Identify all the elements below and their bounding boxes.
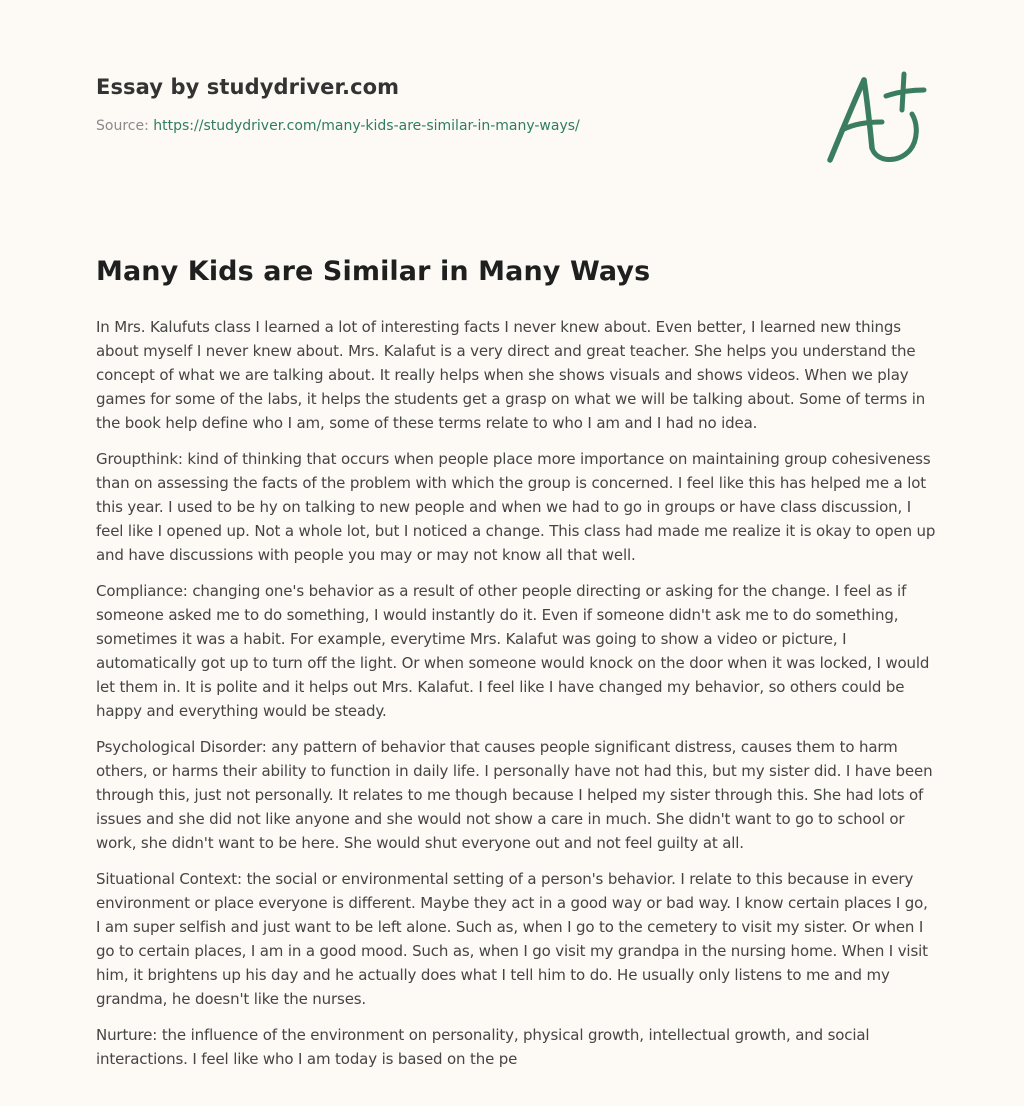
essay-paragraph: Situational Context: the social or environmental setting of a person's behavior. I relate to this because in every environment or place everyone is different. Maybe they act in a good way or bad way. I know certain places I go, I am super selfish and just want to be left alone. Such as, when I go to the cemetery to visit my sister. Or when I go to certain places, I am in a good mood. Such as, when I go visit my grandpa in the nursing home. When I visit him, it brightens up his day and he actually does what I tell him to do. He usually only listens to me and my grandma, he doesn't like the nurses. [96, 870, 928, 1008]
essay-paragraph: In Mrs. Kalufuts class I learned a lot of interesting facts I never knew about. Even better, I learned new things about myself I never knew about. Mrs. Kalafut is a very direct and great teacher. She helps you understand the concept of what we are talking about. It really helps when she shows visuals and shows videos. When we play games for some of the labs, it helps the students get a grasp on what we will be talking about. Some of terms in the book help define who I am, some of these terms relate to who I am and I had no idea. [96, 318, 926, 432]
essay-paragraph: Psychological Disorder: any pattern of behavior that causes people significant distress, causes them to harm others, or harms their ability to function in daily life. I personally have not had this, but my sister did. I have been through this, just not personally. It relates to me though because I helped my sister through this. She had lots of issues and she did not like anyone and she would not show a care in much. She didn't want to go to school or work, she didn't want to be here. She would shut everyone out and not feel guilty at all. [96, 738, 933, 852]
a-plus-grade-icon [820, 66, 930, 166]
essay-paragraph: Compliance: changing one's behavior as a result of other people directing or asking for the change. I feel as if someone asked me to do something, I would instantly do it. Even if someone didn't ask me to do something, sometimes it was a habit. For example, everytime Mrs. Kalafut was going to show a video or picture, I automatically got up to turn off the light. Or when someone would knock on the door when it was locked, I would let them in. It is polite and it helps out Mrs. Kalafut. I feel like I have changed my behavior, so others could be happy and everything would be steady. [96, 582, 930, 720]
essay-content [96, 256, 936, 1083]
essay-title: Many Kids are Similar in Many Ways [96, 256, 651, 287]
source-link[interactable]: https://studydriver.com/many-kids-are-similar-in-many-ways/ [153, 118, 580, 134]
page-header [96, 75, 796, 134]
source-line [96, 118, 796, 134]
source-label: Source: [96, 118, 154, 134]
site-title: Essay by studydriver.com [96, 75, 400, 99]
essay-paragraph: Nurture: the influence of the environment on personality, physical growth, intellectual growth, and social interactions. I feel like who I am today is based on the pe [96, 1026, 870, 1068]
essay-paragraph: Groupthink: kind of thinking that occurs when people place more importance on maintaining group cohesiveness than on assessing the facts of the problem with which the group is concerned. I feel like this has helped me a lot this year. I used to be hy on talking to new people and when we had to go in groups or have class discussion, I feel like I opened up. Not a whole lot, but I noticed a change. This class had made me realize it is okay to open up and have discussions with people you may or may not know all that well. [96, 450, 936, 564]
